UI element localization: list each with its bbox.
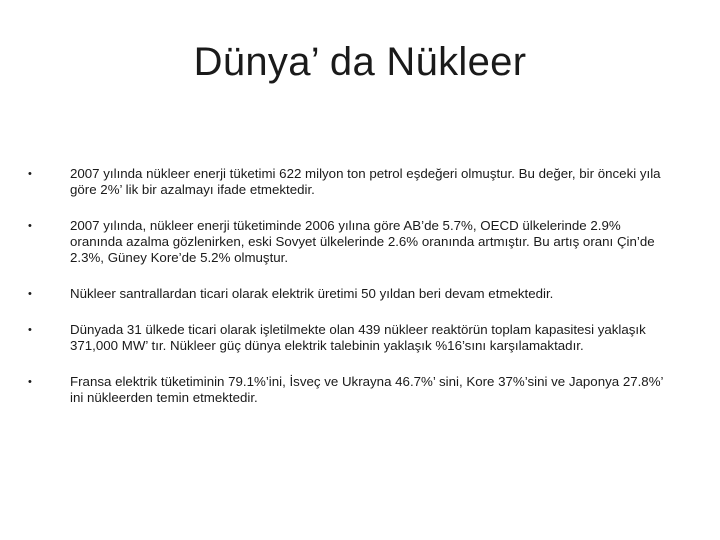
bullet-marker: • bbox=[28, 288, 32, 300]
bullet-marker: • bbox=[28, 168, 32, 180]
bullet-marker: • bbox=[28, 324, 32, 336]
bullet-text: 2007 yılında nükleer enerji tüketimi 622 milyon ton petrol eşdeğeri olmuştur. Bu değer, bir önceki yıla göre 2%’ lik bir azalmayı ifade etmektedir. bbox=[70, 166, 661, 197]
bullet-item bbox=[28, 374, 668, 406]
bullet-item bbox=[28, 166, 668, 198]
bullet-marker: • bbox=[28, 220, 32, 232]
bullet-item bbox=[28, 286, 668, 302]
bullet-text: Dünyada 31 ülkede ticari olarak işletilmekte olan 439 nükleer reaktörün toplam kapasitesi yaklaşık 371,000 MW’ tır. Nükleer güç dünya elektrik talebinin yaklaşık %16’sını karşılamaktadır. bbox=[70, 322, 646, 353]
bullet-text: Fransa elektrik tüketiminin 79.1%’ini, İsveç ve Ukrayna 46.7%’ sini, Kore 37%’sini ve Japonya 27.8%’ ini nükleerden temin etmektedir. bbox=[70, 374, 663, 405]
bullet-item bbox=[28, 218, 668, 266]
bullet-marker: • bbox=[28, 376, 32, 388]
bullet-list bbox=[28, 166, 668, 406]
bullet-text: Nükleer santrallardan ticari olarak elektrik üretimi 50 yıldan beri devam etmektedir. bbox=[70, 286, 554, 301]
slide-title: Dünya’ da Nükleer bbox=[193, 40, 527, 84]
bullet-text: 2007 yılında, nükleer enerji tüketiminde 2006 yılına göre AB’de 5.7%, OECD ülkelerinde 2.9% oranında azalma gözlenirken, eski Sovyet ülkelerinde 2.6% oranında artmıştır. Bu artış oranı Çin’de 2.3%, Güney Kore’de 5.2% olmuştur. bbox=[70, 218, 655, 265]
bullet-item bbox=[28, 322, 668, 354]
